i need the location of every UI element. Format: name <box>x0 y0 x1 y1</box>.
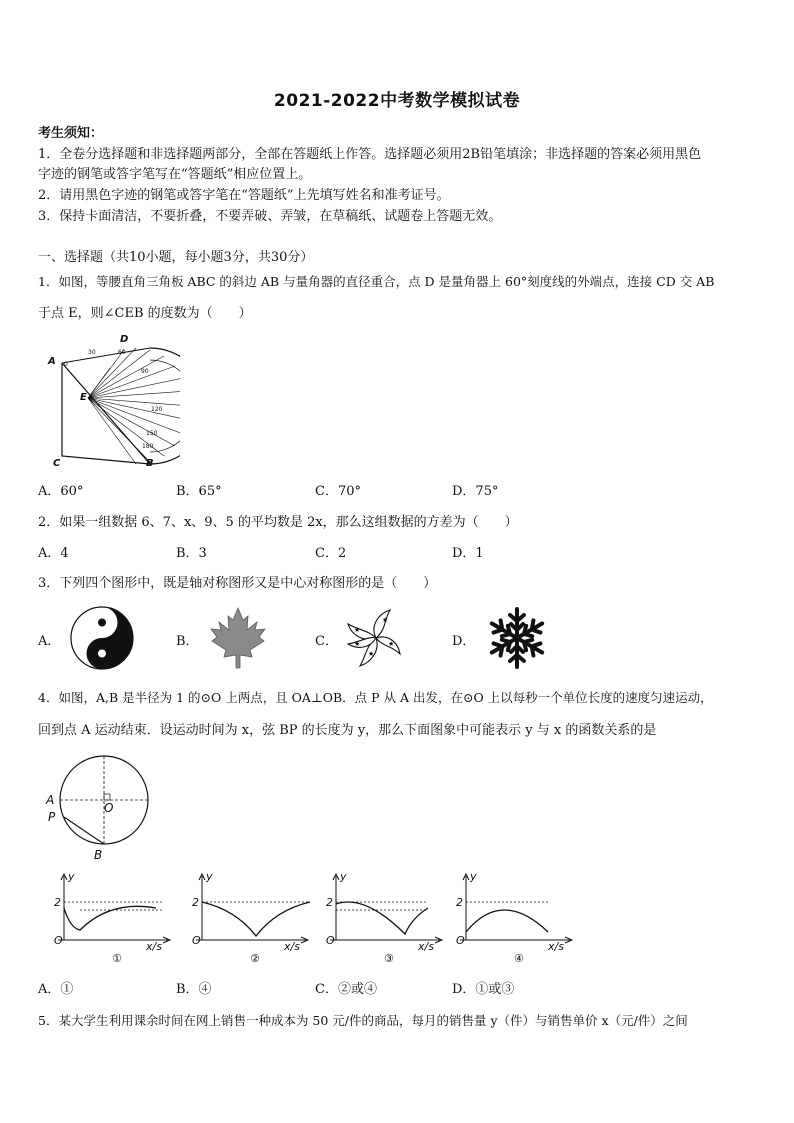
q1-stem-line1: 1．如图，等腰直角三角板 ABC 的斜边 AB 与量角器的直径重合，点 D 是量角器上 60°刻度线的外端点，连接 CD 交 AB <box>38 274 715 289</box>
origin-label: O <box>326 934 335 947</box>
q4-option-a[interactable]: A．① <box>38 982 74 997</box>
svg-text:★: ★ <box>368 650 375 658</box>
y-tick-label: 2 <box>54 896 61 909</box>
axis-y-label: y <box>340 870 347 883</box>
function-curve <box>202 902 310 936</box>
origin-label: O <box>54 934 63 947</box>
point-label: A <box>46 793 55 807</box>
notice-item: 3．保持卡面清洁，不要折叠，不要弄破、弄皱，在草稿纸、试题卷上答题无效。 <box>38 209 502 224</box>
axis-x-label: x/s <box>146 940 162 953</box>
q4-option-d[interactable]: D．①或③ <box>452 982 515 997</box>
tick-label: 120 <box>151 406 163 413</box>
tick-label: 150 <box>146 430 158 437</box>
point-label: C <box>53 458 61 468</box>
tick-label: 30 <box>88 349 96 356</box>
q3-option-c[interactable]: C． <box>315 634 338 649</box>
q1-option-b[interactable]: B．65° <box>176 484 222 499</box>
function-graphs <box>48 870 578 968</box>
notice-item: 1．全卷分选择题和非选择题两部分，全部在答题纸上作答。选择题必须用2B铅笔填涂；非选择题的答案必须用黑色 <box>38 147 702 162</box>
page-title: 2021-2022中考数学模拟试卷 <box>273 91 521 111</box>
q5-stem: 5．某大学生利用课余时间在网上销售一种成本为 50 元/件的商品，每月的销售量 y（件）与销售单价 x（元/件）之间 <box>38 1013 688 1028</box>
q2-option-b[interactable]: B．3 <box>176 546 207 561</box>
graph-3 <box>326 870 442 965</box>
point-label: A <box>48 356 56 367</box>
tick-label: 180 <box>142 443 154 450</box>
graph-1 <box>54 870 170 965</box>
maple-leaf-icon <box>202 604 274 672</box>
y-tick-label: 2 <box>192 896 199 909</box>
svg-text:★: ★ <box>354 640 361 648</box>
q1-option-d[interactable]: D．75° <box>452 484 499 499</box>
circle-figure <box>44 755 164 863</box>
point-label: B <box>94 848 103 862</box>
tick-label: 0 <box>64 361 68 368</box>
axis-x-label: x/s <box>418 940 434 953</box>
q1-option-a[interactable]: A．60° <box>38 484 84 499</box>
graph-2 <box>192 870 310 965</box>
point-label: D <box>120 334 129 345</box>
y-tick-label: 2 <box>326 896 333 909</box>
point-label: B <box>146 458 154 468</box>
q3-option-d[interactable]: D． <box>452 634 476 649</box>
protractor-figure <box>40 328 180 468</box>
function-curve <box>336 902 428 934</box>
q3-option-b[interactable]: B． <box>176 634 199 649</box>
axes <box>330 874 442 943</box>
graph-number-label: ① <box>112 952 122 965</box>
tick-label: 60 <box>118 349 126 356</box>
bauhinia-flower-icon <box>340 604 412 672</box>
q4-option-b[interactable]: B．④ <box>176 982 212 997</box>
q1-stem-line2: 于点 E，则∠CEB 的度数为（ ） <box>38 306 252 321</box>
point-label: E <box>80 392 87 403</box>
q4-option-c[interactable]: C．②或④ <box>315 982 377 997</box>
q4-stem-line2: 回到点 A 运动结束．设运动时间为 x，弦 BP 的长度为 y，那么下面图象中可能表示 y 与 x 的函数关系的是 <box>38 723 657 738</box>
origin-label: O <box>456 934 465 947</box>
axis-y-label: y <box>206 870 213 883</box>
q4-stem-line1: 4．如图，A,B 是半径为 1 的⊙O 上两点，且 OA⊥OB．点 P 从 A 出发，在⊙O 上以每秒一个单位长度的速度匀速运动， <box>38 690 713 705</box>
function-curve <box>466 910 548 932</box>
notice-heading: 考生须知： <box>38 126 104 141</box>
svg-text:★: ★ <box>388 640 395 648</box>
graph-4 <box>456 870 572 965</box>
axes <box>460 874 572 943</box>
point-label: O <box>104 801 114 815</box>
q2-option-a[interactable]: A．4 <box>38 546 69 561</box>
svg-text:★: ★ <box>354 626 361 634</box>
q3-stem: 3．下列四个图形中，既是轴对称图形又是中心对称图形的是（ ） <box>38 576 437 591</box>
snowflake-icon <box>482 604 552 672</box>
origin-label: O <box>192 934 201 947</box>
q2-option-d[interactable]: D．1 <box>452 546 484 561</box>
graph-number-label: ② <box>250 952 260 965</box>
axis-y-label: y <box>470 870 477 883</box>
axis-x-label: x/s <box>284 940 300 953</box>
notice-item: 字迹的钢笔或答字笔写在“答题纸”相应位置上。 <box>38 167 312 182</box>
q2-option-c[interactable]: C．2 <box>315 546 347 561</box>
section-heading: 一、选择题（共10小题，每小题3分，共30分） <box>38 250 314 265</box>
tick-label: 90 <box>141 368 149 375</box>
yin-yang-icon <box>66 604 138 672</box>
axes <box>58 874 170 943</box>
axis-x-label: x/s <box>548 940 564 953</box>
notice-item: 2．请用黑色字迹的钢笔或答字笔在“答题纸”上先填写姓名和准考证号。 <box>38 188 450 203</box>
q2-stem: 2．如果一组数据 6、7、x、9、5 的平均数是 2x，那么这组数据的方差为（ ） <box>38 515 518 530</box>
svg-text:★: ★ <box>382 616 389 624</box>
q1-option-c[interactable]: C．70° <box>315 484 361 499</box>
q3-option-a[interactable]: A． <box>38 634 61 649</box>
point-label: P <box>48 810 56 824</box>
y-tick-label: 2 <box>456 896 463 909</box>
graph-number-label: ③ <box>384 952 394 965</box>
axis-y-label: y <box>68 870 75 883</box>
graph-number-label: ④ <box>514 952 524 965</box>
